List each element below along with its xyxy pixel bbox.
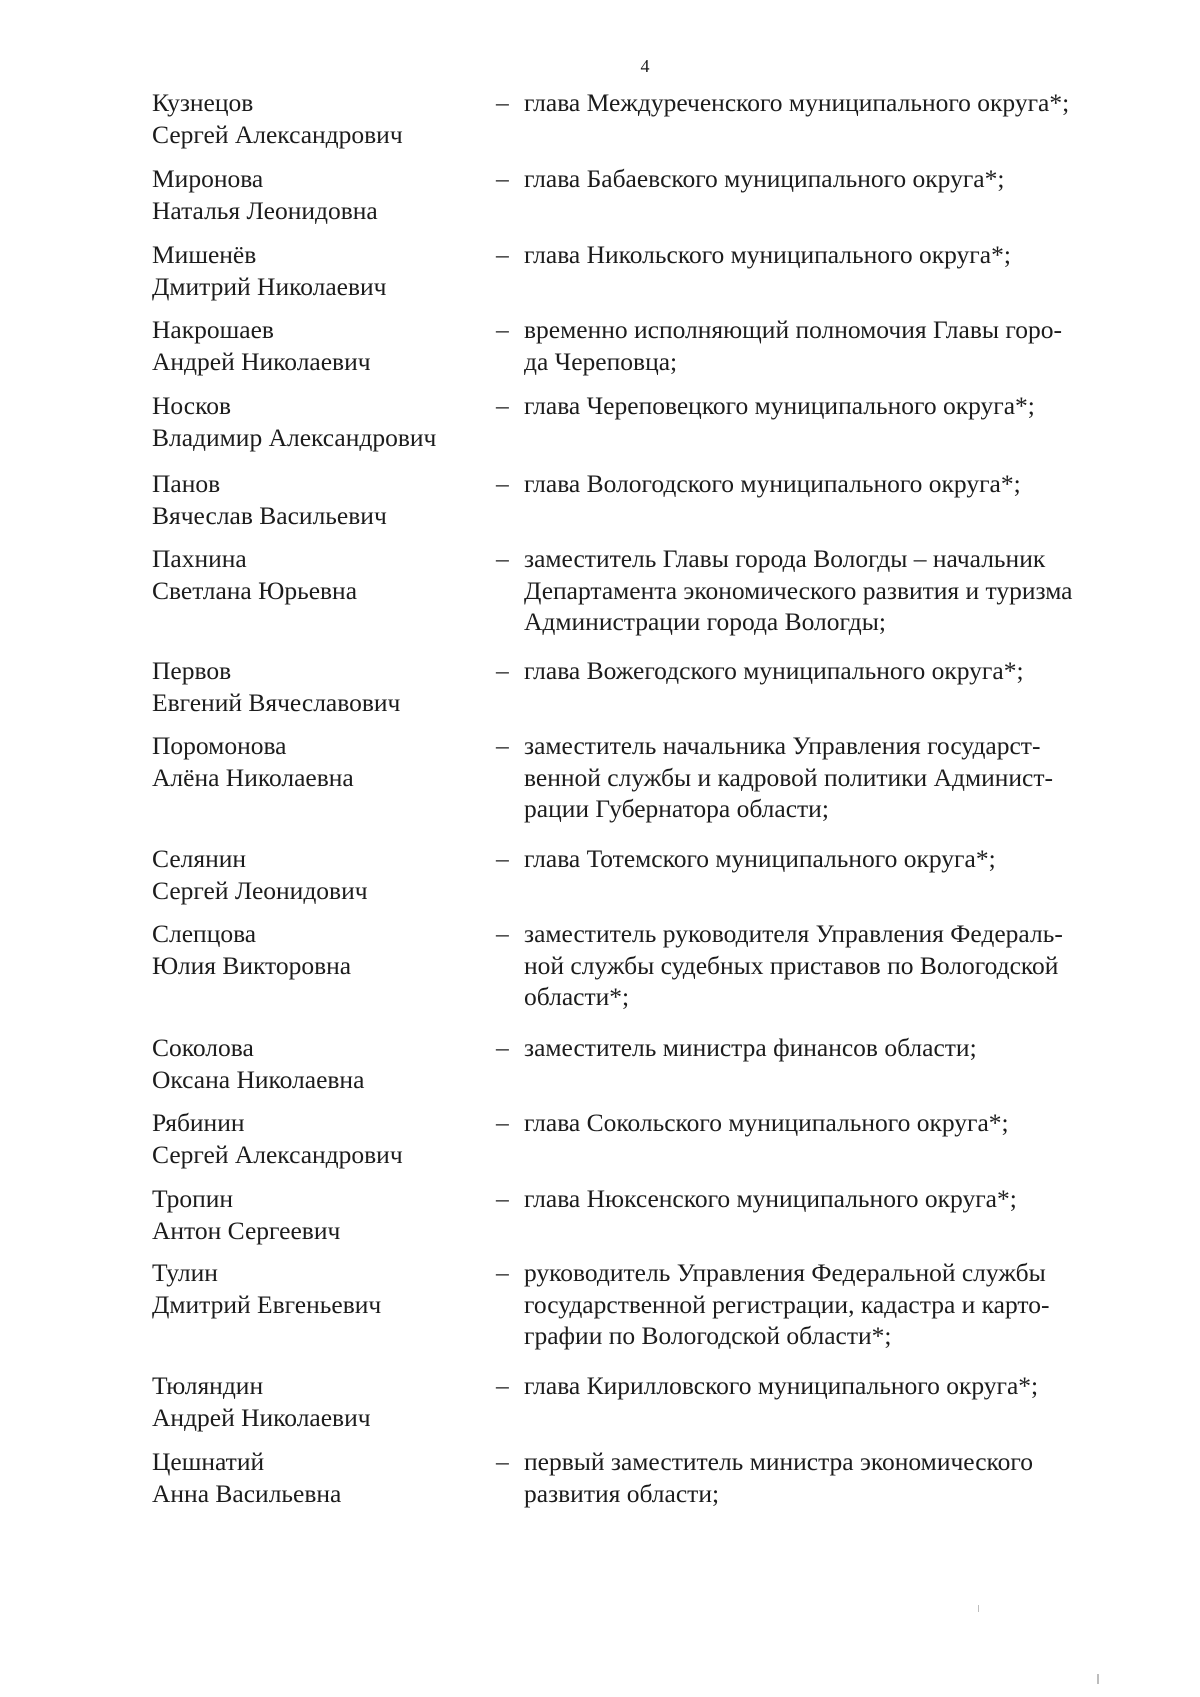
member-given-names: Вячеслав Васильевич [152,500,387,530]
position-line: глава Череповецкого муниципального округа*; [524,391,1035,420]
position-line: ной службы судебных приставов по Вологодской [524,950,1059,980]
member-surname: Панов [152,469,221,498]
member-given-names: Алёна Николаевна [152,762,354,792]
member-position [524,1446,1144,1509]
member-given-names: Юлия Викторовна [152,950,352,980]
entry-dash: – [496,1447,509,1476]
member-given-names: Анна Васильевна [152,1478,342,1508]
member-position [524,1257,1144,1352]
member-surname: Накрошаев [152,315,274,344]
entry-dash: – [496,164,509,193]
member-surname: Цешнатий [152,1447,265,1476]
member-surname: Пахнина [152,544,247,573]
position-line: глава Кирилловского муниципального округа*; [524,1371,1039,1400]
position-line: временно исполняющий полномочия Главы горо- [524,315,1062,344]
member-given-names: Антон Сергеевич [152,1215,341,1245]
member-position [524,390,1144,422]
position-line: первый заместитель министра экономического [524,1447,1033,1476]
member-position [524,163,1144,195]
member-name [152,314,487,377]
member-given-names: Светлана Юрьевна [152,575,358,605]
member-name [152,239,487,302]
member-name [152,390,487,453]
member-surname: Поромонова [152,731,287,760]
scan-speck [978,1605,979,1612]
member-position [524,1107,1144,1139]
member-name [152,1257,487,1320]
position-line: глава Тотемского муниципального округа*; [524,844,996,873]
entry-dash: – [496,469,509,498]
position-line: Департамента экономического развития и туризма [524,575,1073,605]
member-position [524,314,1144,377]
member-name [152,918,487,981]
member-surname: Соколова [152,1033,254,1062]
member-name [152,1107,487,1170]
member-position [524,1370,1144,1402]
member-surname: Тропин [152,1184,234,1213]
entry-dash: – [496,1258,509,1287]
entry-dash: – [496,88,509,117]
member-surname: Рябинин [152,1108,245,1137]
entry-dash: – [496,919,509,948]
member-given-names: Андрей Николаевич [152,1402,371,1432]
position-line: глава Бабаевского муниципального округа*; [524,164,1005,193]
member-position [524,87,1144,119]
member-surname: Тюляндин [152,1371,264,1400]
position-line: глава Вожегодского муниципального округа*; [524,656,1024,685]
entry-dash: – [496,1108,509,1137]
member-given-names: Евгений Вячеславович [152,687,401,717]
position-line: графии по Вологодской области*; [524,1321,892,1350]
member-name [152,1446,487,1509]
member-name [152,1032,487,1095]
position-line: заместитель министра финансов области; [524,1033,977,1062]
member-position [524,655,1144,687]
position-line: государственной регистрации, кадастра и карто- [524,1289,1050,1319]
position-line: глава Никольского муниципального округа*; [524,240,1011,269]
member-name [152,655,487,718]
member-name [152,468,487,531]
position-line: развития области; [524,1478,720,1508]
entry-dash: – [496,1033,509,1062]
position-line: глава Вологодского муниципального округа*; [524,469,1021,498]
page-number: 4 [640,56,650,76]
member-given-names: Андрей Николаевич [152,346,371,376]
scan-speck [1097,1674,1099,1684]
member-given-names: Дмитрий Евгеньевич [152,1289,382,1319]
member-name [152,163,487,226]
member-surname: Селянин [152,844,247,873]
member-given-names: Оксана Николаевна [152,1064,365,1094]
entry-dash: – [496,240,509,269]
position-line: глава Сокольского муниципального округа*; [524,1108,1009,1137]
member-position [524,543,1144,638]
entry-dash: – [496,844,509,873]
member-name [152,730,487,793]
member-given-names: Сергей Александрович [152,1139,403,1169]
member-given-names: Дмитрий Николаевич [152,271,387,301]
member-name [152,543,487,606]
member-position [524,843,1144,875]
position-line: заместитель начальника Управления государст- [524,731,1041,760]
entry-dash: – [496,1184,509,1213]
position-line: глава Нюксенского муниципального округа*; [524,1184,1017,1213]
entry-dash: – [496,544,509,573]
entry-dash: – [496,315,509,344]
position-line: руководитель Управления Федеральной службы [524,1258,1046,1287]
member-name [152,843,487,906]
member-surname: Тулин [152,1258,218,1287]
member-name [152,1370,487,1433]
member-position [524,1183,1144,1215]
member-surname: Миронова [152,164,264,193]
member-surname: Первов [152,656,232,685]
entry-dash: – [496,656,509,685]
member-given-names: Владимир Александрович [152,422,437,452]
member-name [152,87,487,150]
member-given-names: Наталья Леонидовна [152,195,378,225]
position-line: Администрации города Вологды; [524,607,886,636]
position-line: области*; [524,982,630,1011]
entry-dash: – [496,391,509,420]
member-position [524,1032,1144,1064]
member-given-names: Сергей Александрович [152,119,403,149]
entry-dash: – [496,731,509,760]
position-line: заместитель Главы города Вологды – начальник [524,544,1046,573]
position-line: да Череповца; [524,346,678,376]
member-name [152,1183,487,1246]
member-given-names: Сергей Леонидович [152,875,368,905]
member-position [524,468,1144,500]
member-position [524,239,1144,271]
position-line: венной службы и кадровой политики Админист- [524,762,1054,792]
member-position [524,918,1144,1013]
member-surname: Носков [152,391,232,420]
entry-dash: – [496,1371,509,1400]
member-position [524,730,1144,825]
position-line: глава Междуреченского муниципального округа*; [524,88,1070,117]
member-surname: Слепцова [152,919,257,948]
position-line: рации Губернатора области; [524,794,829,823]
position-line: заместитель руководителя Управления Федераль- [524,919,1063,948]
member-surname: Мишенёв [152,240,257,269]
member-surname: Кузнецов [152,88,254,117]
